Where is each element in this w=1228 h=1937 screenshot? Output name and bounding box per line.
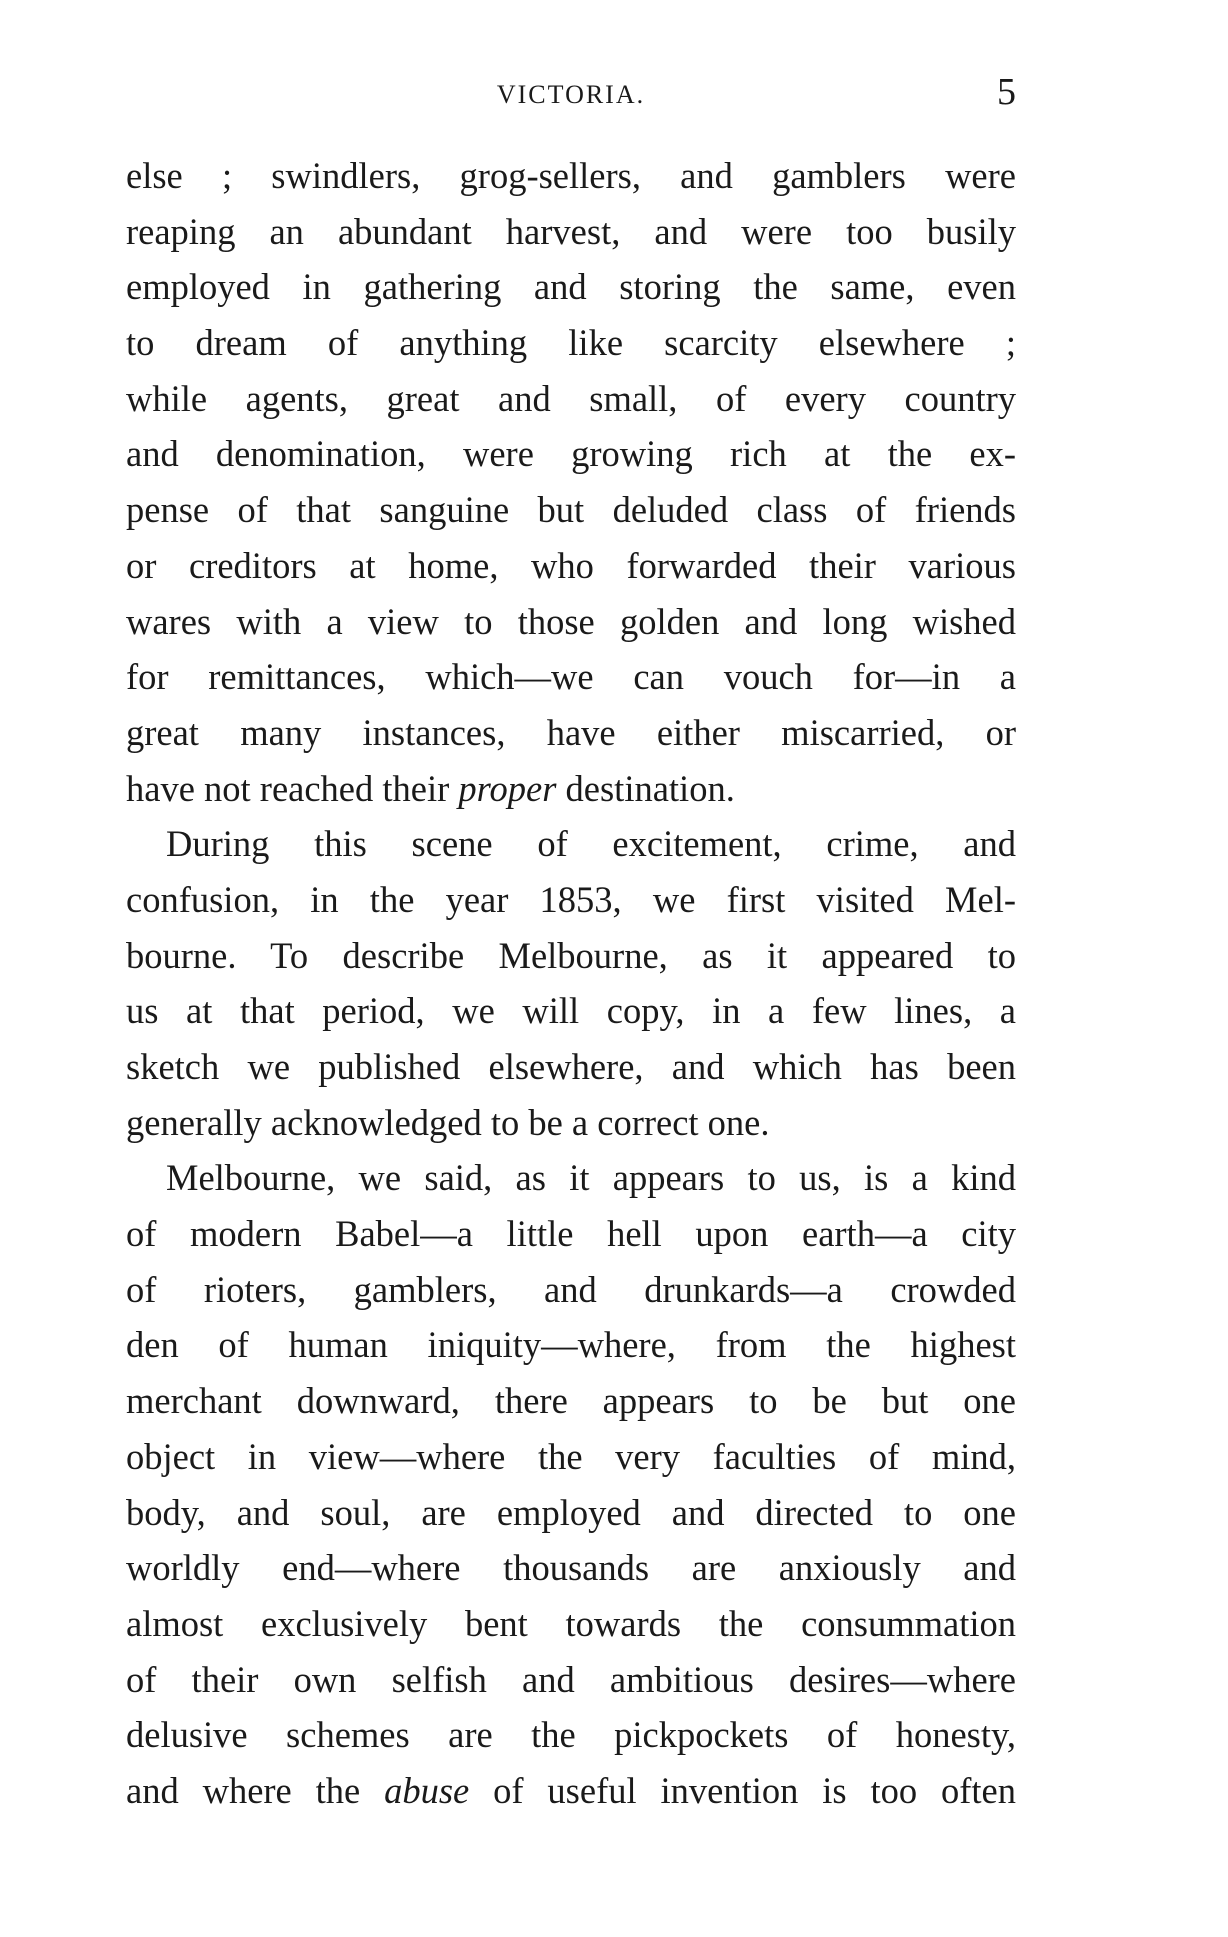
- text-segment: have not reached their: [126, 767, 459, 809]
- text-segment: and where the: [126, 1769, 385, 1811]
- body-text: [126, 148, 1016, 1819]
- text-line: [126, 1763, 1016, 1819]
- text-segment: else ; swindlers, grog-sellers, and gamblers were: [126, 155, 1016, 196]
- text-line: [126, 1596, 1016, 1652]
- text-line: [126, 148, 1016, 204]
- text-segment: worldly end—where thousands are anxiously and: [126, 1547, 1016, 1589]
- text-line: [126, 371, 1016, 427]
- text-line: [126, 1707, 1016, 1763]
- text-segment: almost exclusively bent towards the consummation: [126, 1602, 1016, 1644]
- text-segment: merchant downward, there appears to be but one: [126, 1380, 1016, 1422]
- text-line: [126, 594, 1016, 650]
- text-line: [126, 649, 1016, 705]
- text-line: [126, 426, 1016, 482]
- text-line: [126, 1540, 1016, 1596]
- text-line: [126, 538, 1016, 594]
- text-segment: pense of that sanguine but deluded class of friends: [126, 489, 1016, 531]
- text-segment: and denomination, were growing rich at the ex-: [126, 433, 1016, 475]
- text-segment: of useful invention is too often: [469, 1769, 1016, 1811]
- text-line: [126, 1373, 1016, 1429]
- text-segment: reaping an abundant harvest, and were too busily: [126, 210, 1016, 252]
- text-line: [126, 983, 1016, 1039]
- text-segment: for remittances, which—we can vouch for—in a: [126, 656, 1016, 698]
- text-segment: us at that period, we will copy, in a few lines, a: [126, 990, 1016, 1032]
- text-line: [126, 1150, 1016, 1206]
- text-line: [126, 1262, 1016, 1318]
- text-line: [126, 1652, 1016, 1708]
- text-line: [126, 816, 1016, 872]
- text-line: [126, 872, 1016, 928]
- text-segment: delusive schemes are the pickpockets of honesty,: [126, 1714, 1016, 1756]
- italic-emphasis: abuse: [384, 1769, 470, 1811]
- text-segment: object in view—where the very faculties of mind,: [126, 1435, 1016, 1477]
- text-line: [126, 1095, 1016, 1151]
- text-segment: of their own selfish and ambitious desires—where: [126, 1658, 1016, 1700]
- text-line: [126, 705, 1016, 761]
- text-segment: den of human iniquity—where, from the highest: [126, 1324, 1016, 1366]
- text-segment: of modern Babel—a little hell upon earth—a city: [126, 1213, 1016, 1255]
- running-title: VICTORIA.: [496, 80, 646, 109]
- text-line: [126, 482, 1016, 538]
- page-number: 5: [997, 71, 1016, 113]
- text-segment: Melbourne, we said, as it appears to us, is a kind: [166, 1157, 1016, 1199]
- text-segment: to dream of anything like scarcity elsewhere ;: [126, 322, 1016, 364]
- italic-emphasis: proper: [458, 767, 557, 809]
- text-segment: During this scene of excitement, crime, and: [166, 823, 1016, 865]
- text-segment: destination.: [556, 767, 735, 809]
- text-line: [126, 761, 1016, 817]
- text-line: [126, 1429, 1016, 1485]
- text-segment: wares with a view to those golden and long wished: [126, 600, 1016, 642]
- running-head: [126, 70, 1016, 120]
- text-line: [126, 928, 1016, 984]
- text-segment: great many instances, have either miscarried, or: [126, 711, 1016, 753]
- text-segment: employed in gathering and storing the same, even: [126, 266, 1016, 308]
- text-line: [126, 204, 1016, 260]
- text-line: [126, 315, 1016, 371]
- text-segment: of rioters, gamblers, and drunkards—a crowded: [126, 1268, 1016, 1310]
- text-segment: while agents, great and small, of every country: [126, 377, 1016, 419]
- text-segment: bourne. To describe Melbourne, as it appeared to: [126, 934, 1016, 976]
- text-line: [126, 1206, 1016, 1262]
- text-line: [126, 1039, 1016, 1095]
- text-segment: or creditors at home, who forwarded their various: [126, 544, 1016, 586]
- text-line: [126, 259, 1016, 315]
- text-line: [126, 1317, 1016, 1373]
- text-segment: body, and soul, are employed and directed to one: [126, 1491, 1016, 1533]
- text-segment: generally acknowledged to be a correct one.: [126, 1101, 770, 1143]
- text-segment: sketch we published elsewhere, and which has been: [126, 1046, 1016, 1087]
- text-line: [126, 1485, 1016, 1541]
- text-segment: confusion, in the year 1853, we first visited Mel-: [126, 878, 1016, 920]
